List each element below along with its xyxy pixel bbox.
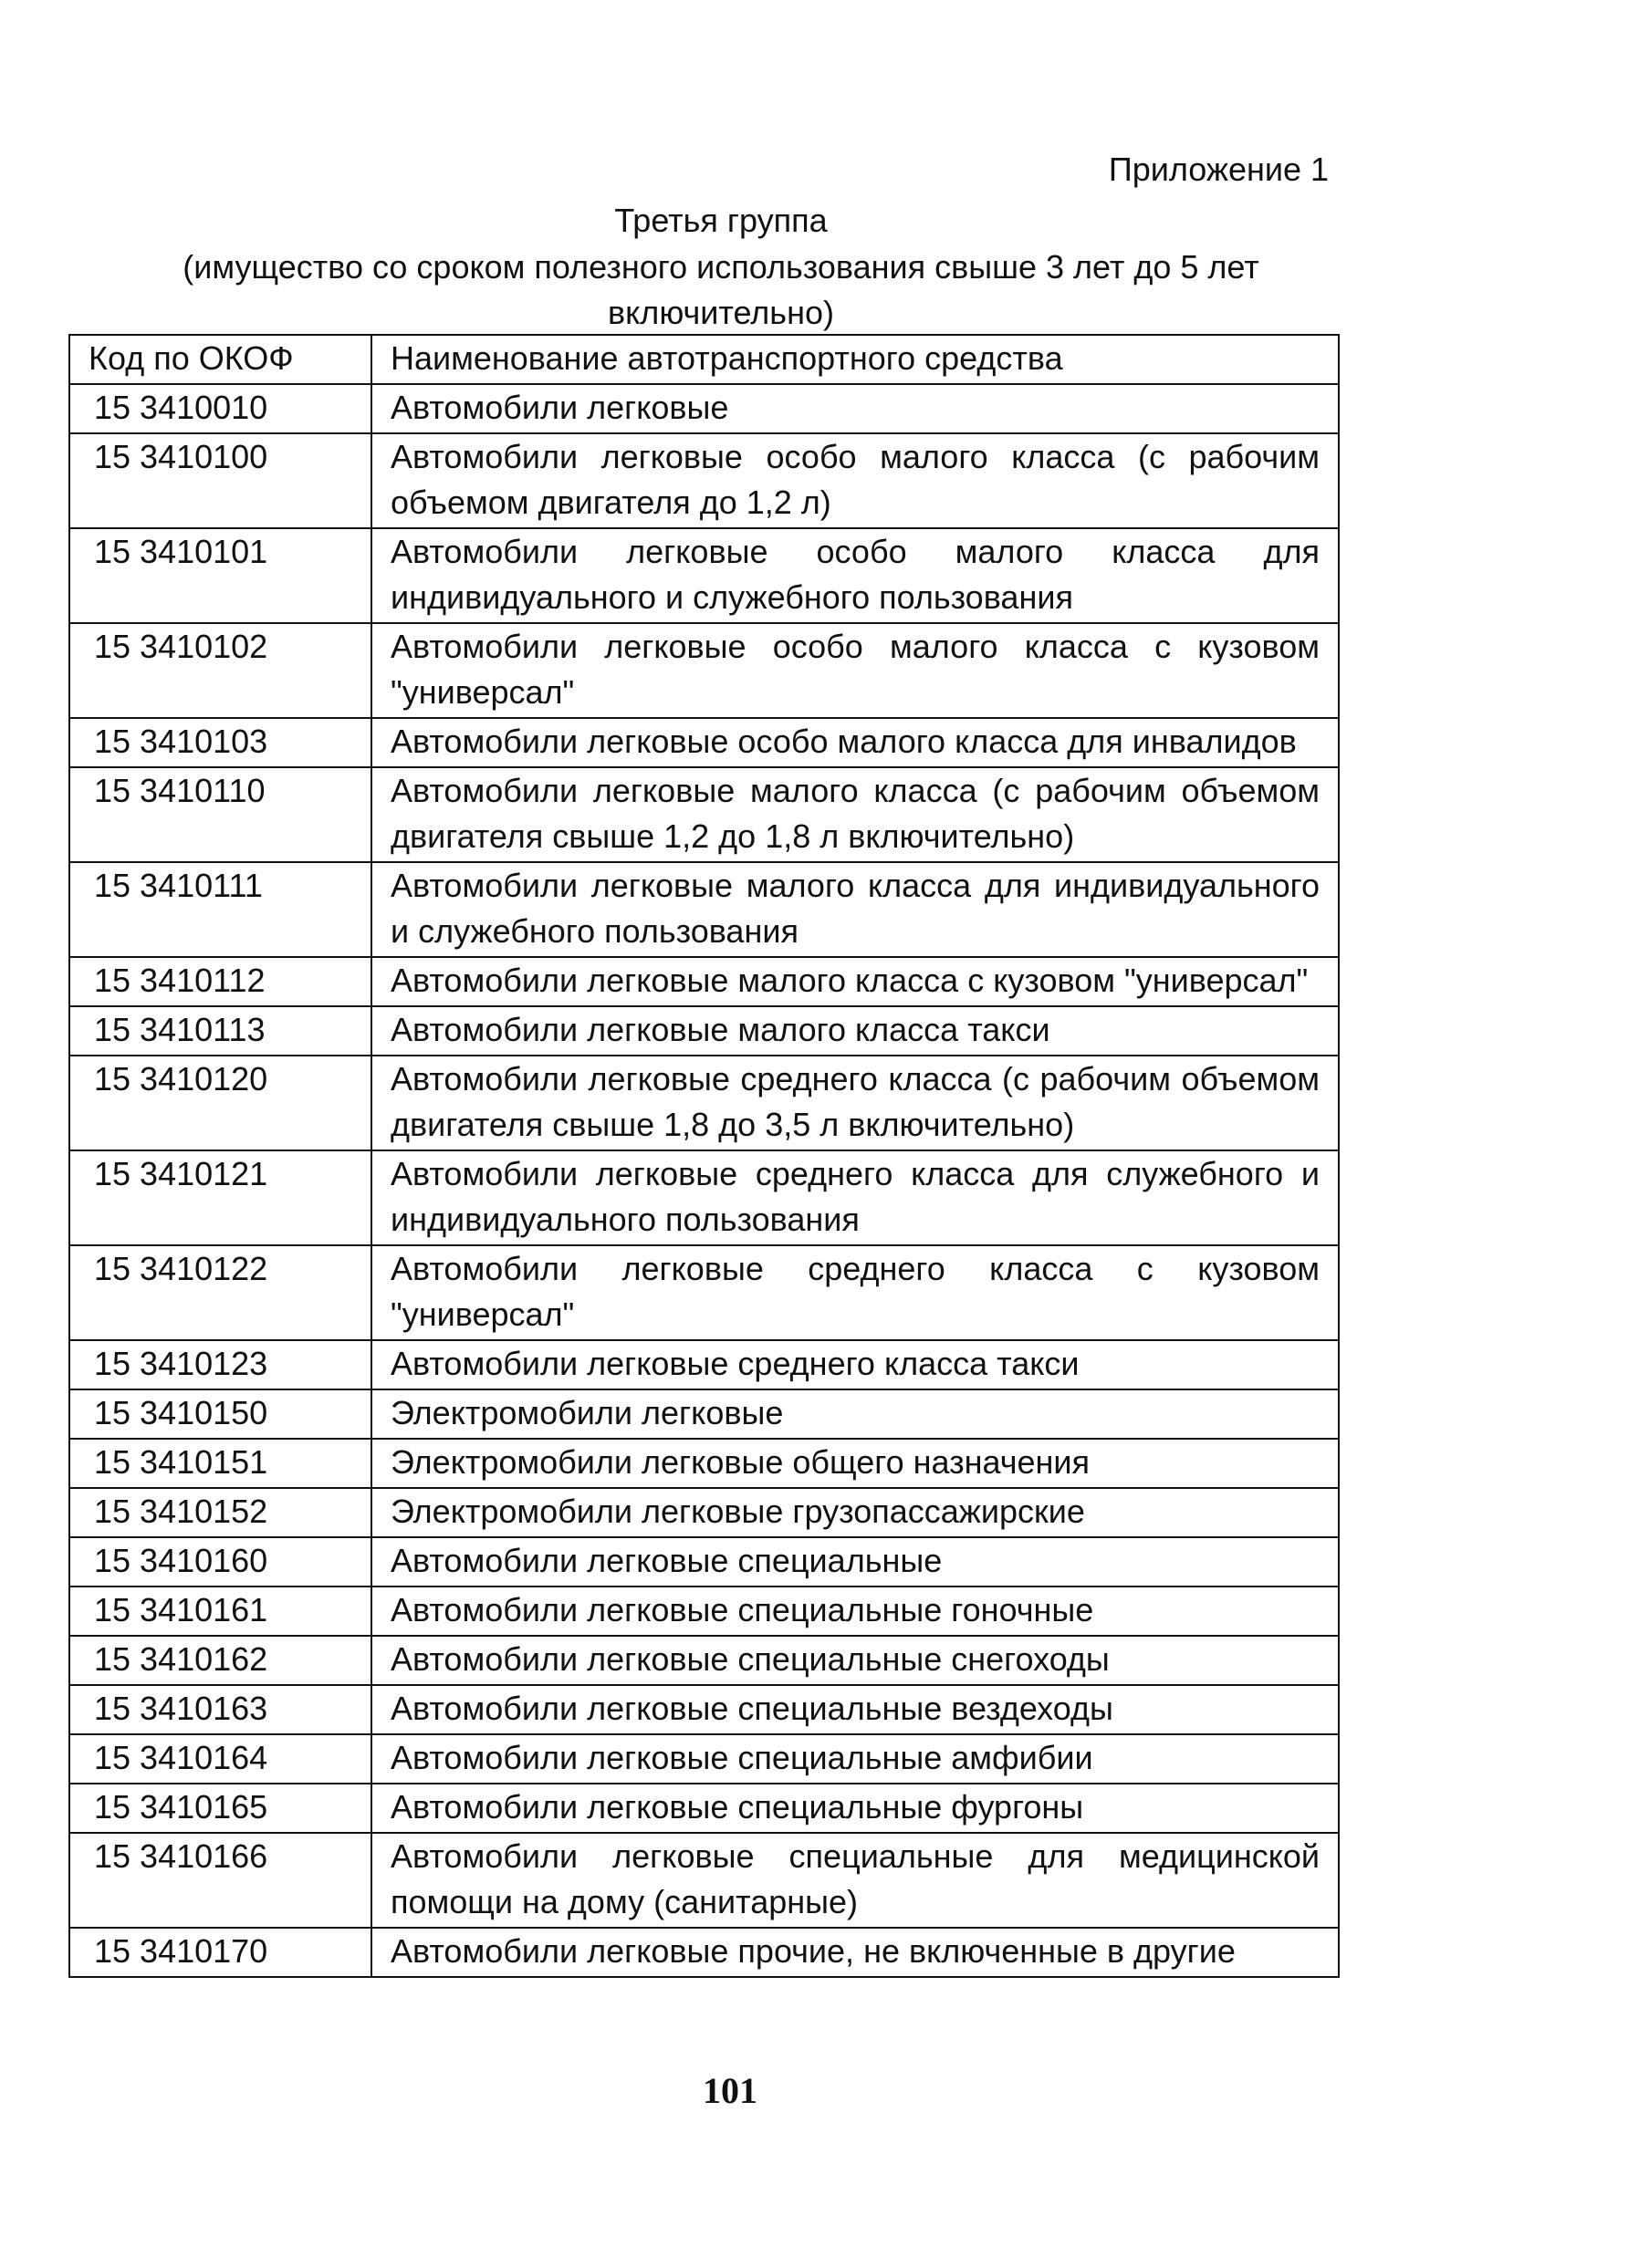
- vehicle-name-cell: Автомобили легковые среднего класса с кузовом "универсал": [371, 1245, 1339, 1340]
- okof-code-cell: 15 3410162: [69, 1636, 371, 1685]
- okof-code-cell: 15 3410163: [69, 1685, 371, 1734]
- table-row: [69, 1587, 1339, 1636]
- okof-code-cell: 15 3410151: [69, 1439, 371, 1488]
- vehicle-name-cell: Автомобили легковые особо малого класса для инвалидов: [371, 718, 1339, 767]
- table-row: [69, 1006, 1339, 1056]
- vehicle-name-cell: Электромобили легковые общего назначения: [371, 1439, 1339, 1488]
- vehicle-name-cell: Автомобили легковые малого класса такси: [371, 1006, 1339, 1056]
- table-row: [69, 433, 1339, 528]
- table-row: [69, 1784, 1339, 1833]
- group-subtitle: (имущество со сроком полезного использования свыше 3 лет до 5 лет включительно): [183, 248, 1259, 331]
- okof-code-cell: 15 3410161: [69, 1587, 371, 1636]
- vehicle-name-cell: Автомобили легковые среднего класса для служебного и индивидуального пользования: [371, 1150, 1339, 1245]
- okof-code-cell: 15 3410102: [69, 623, 371, 718]
- table-row: [69, 957, 1339, 1006]
- okof-code-cell: 15 3410010: [69, 384, 371, 433]
- vehicle-name-cell: Автомобили легковые специальные фургоны: [371, 1784, 1339, 1833]
- vehicle-name-cell: Электромобили легковые: [371, 1389, 1339, 1439]
- vehicle-name-cell: Автомобили легковые малого класса (с рабочим объемом двигателя свыше 1,2 до 1,8 л включительно): [371, 767, 1339, 862]
- table-row: [69, 1389, 1339, 1439]
- table-row: [69, 623, 1339, 718]
- vehicle-name-cell: Автомобили легковые особо малого класса для индивидуального и служебного пользования: [371, 528, 1339, 623]
- vehicle-name-cell: Автомобили легковые малого класса для индивидуального и служебного пользования: [371, 862, 1339, 957]
- vehicle-name-cell: Автомобили легковые специальные гоночные: [371, 1587, 1339, 1636]
- vehicle-name-cell: Автомобили легковые специальные: [371, 1537, 1339, 1587]
- vehicle-name-cell: Электромобили легковые грузопассажирские: [371, 1488, 1339, 1537]
- okof-table: [68, 334, 1340, 1978]
- table-row: [69, 1439, 1339, 1488]
- okof-code-cell: 15 3410113: [69, 1006, 371, 1056]
- table-row: [69, 1734, 1339, 1784]
- okof-code-cell: 15 3410111: [69, 862, 371, 957]
- page-number: 101: [703, 2070, 757, 2111]
- vehicle-name-cell: Автомобили легковые малого класса с кузовом "универсал": [371, 957, 1339, 1006]
- okof-code-cell: 15 3410160: [69, 1537, 371, 1587]
- table-row: [69, 1685, 1339, 1734]
- okof-code-cell: 15 3410150: [69, 1389, 371, 1439]
- table-row: [69, 767, 1339, 862]
- okof-code-cell: 15 3410103: [69, 718, 371, 767]
- appendix-label: Приложение 1: [1108, 151, 1329, 188]
- vehicle-name-cell: Автомобили легковые среднего класса (с рабочим объемом двигателя свыше 1,8 до 3,5 л включительно): [371, 1056, 1339, 1150]
- table-row: [69, 384, 1339, 433]
- table-row: [69, 1833, 1339, 1928]
- group-title: Третья группа: [614, 202, 828, 239]
- vehicle-name-cell: Автомобили легковые прочие, не включенные в другие: [371, 1928, 1339, 1977]
- table-row: [69, 1056, 1339, 1150]
- vehicle-name-cell: Автомобили легковые специальные снегоходы: [371, 1636, 1339, 1685]
- okof-code-cell: 15 3410166: [69, 1833, 371, 1928]
- okof-code-cell: 15 3410112: [69, 957, 371, 1006]
- column-header-name: Наименование автотранспортного средства: [371, 335, 1339, 384]
- table-row: [69, 1150, 1339, 1245]
- okof-code-cell: 15 3410170: [69, 1928, 371, 1977]
- vehicle-name-cell: Автомобили легковые среднего класса такси: [371, 1340, 1339, 1389]
- table-row: [69, 1636, 1339, 1685]
- vehicle-name-cell: Автомобили легковые специальные вездеходы: [371, 1685, 1339, 1734]
- okof-code-cell: 15 3410121: [69, 1150, 371, 1245]
- table-row: [69, 1340, 1339, 1389]
- table-header-row: [69, 335, 1339, 384]
- table-row: [69, 1488, 1339, 1537]
- table-row: [69, 1537, 1339, 1587]
- vehicle-name-cell: Автомобили легковые особо малого класса (с рабочим объемом двигателя до 1,2 л): [371, 433, 1339, 528]
- vehicle-name-cell: Автомобили легковые специальные для медицинской помощи на дому (санитарные): [371, 1833, 1339, 1928]
- okof-code-cell: 15 3410101: [69, 528, 371, 623]
- okof-code-cell: 15 3410100: [69, 433, 371, 528]
- vehicle-name-cell: Автомобили легковые особо малого класса с кузовом "универсал": [371, 623, 1339, 718]
- okof-code-cell: 15 3410152: [69, 1488, 371, 1537]
- vehicle-name-cell: Автомобили легковые: [371, 384, 1339, 433]
- table-row: [69, 528, 1339, 623]
- okof-code-cell: 15 3410120: [69, 1056, 371, 1150]
- table-row: [69, 862, 1339, 957]
- okof-code-cell: 15 3410122: [69, 1245, 371, 1340]
- okof-code-cell: 15 3410164: [69, 1734, 371, 1784]
- column-header-code: Код по ОКОФ: [69, 335, 371, 384]
- vehicle-name-cell: Автомобили легковые специальные амфибии: [371, 1734, 1339, 1784]
- table-row: [69, 718, 1339, 767]
- okof-code-cell: 15 3410110: [69, 767, 371, 862]
- okof-code-cell: 15 3410123: [69, 1340, 371, 1389]
- okof-code-cell: 15 3410165: [69, 1784, 371, 1833]
- table-row: [69, 1928, 1339, 1977]
- table-row: [69, 1245, 1339, 1340]
